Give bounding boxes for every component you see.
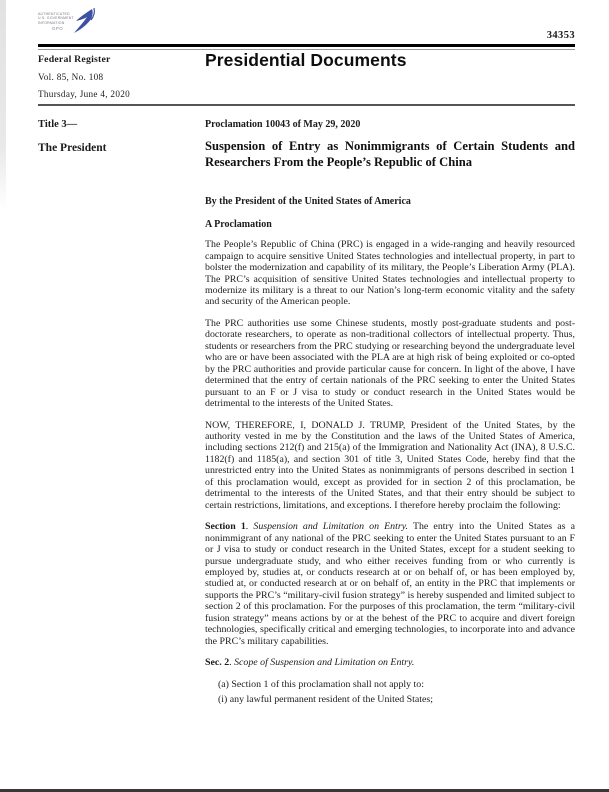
sec-2-heading: Sec. 2. Scope of Suspension and Limitation on Entry. — [205, 657, 415, 669]
body-paragraph-3: NOW, THEREFORE, I, DONALD J. TRUMP, President of the United States, by the authority vested in me by the Constitution and the laws of the United States of America, including sections 212(f) and 215(a) of the Immigration and Nationality Act (INA), 8 U.S.C. 1182(f) and 1185(a), and section 301 of title 3, United States Code, hereby find that the unrestricted entry into the United States as nonimmigrants of persons described in section 1 of this proclamation would, except as provided for in section 2 of this proclamation, be detrimental to the interests of the United States, and that their entry should be subject to certain restrictions, limitations, and exceptions. I therefore hereby proclaim the following: — [205, 419, 575, 511]
body-paragraph-2: The PRC authorities use some Chinese students, mostly post-graduate students and post-doctorate researchers, to operate as non-traditional collectors of intellectual property. Thus, students or researchers from the PRC studying or researching beyond the undergraduate level who are or have been associated with the PLA are at high risk of being exploited or co-opted by the PRC authorities and provide particular cause for concern. In light of the above, I have determined that the entry of certain nationals of the PRC seeking to enter the United States pursuant to an F or J visa to study or conduct research in the United States would be detrimental to the interests of the United States. — [205, 317, 575, 410]
proclamation-heading: Suspension of Entry as Nonimmigrants of Certain Students and Researchers From the People’s Republic of China — [205, 139, 575, 169]
gpo-eagle-swoosh-icon — [64, 7, 98, 37]
gpo-authentication-seal — [38, 9, 98, 37]
gpo-seal-text: AUTHENTICATED U.S. GOVERNMENT INFORMATION — [38, 12, 74, 25]
masthead-title: Presidential Documents — [205, 50, 407, 70]
gpo-label: GPO — [52, 26, 64, 31]
scan-edge-left — [0, 0, 6, 210]
proclamation-subheading: A Proclamation — [205, 219, 272, 231]
page-number: 34353 — [546, 30, 575, 41]
body-paragraph-1: The People’s Republic of China (PRC) is engaged in a wide-ranging and heavily resourced campaign to acquire sensitive United States technologies and intellectual property, in part to bolster the modernization and capability of its military, the People’s Liberation Army (PLA). The PRC’s acquisition of sensitive United States technologies and intellectual property to modernize its military is a threat to our Nation’s long-term economic vitality and the safety and security of the American people. — [205, 239, 575, 308]
proclamation-number-line: Proclamation 10043 of May 29, 2020 — [205, 119, 361, 130]
masthead-left-block — [38, 54, 130, 99]
clause-a: (a) Section 1 of this proclamation shall not apply to: — [218, 678, 424, 690]
proclamation-body-column — [205, 115, 575, 710]
sidebar-title-3: Title 3— — [38, 119, 78, 130]
section-1-paragraph: Section 1. Suspension and Limitation on Entry. The entry into the United States as a nonimmigrant of any national of the PRC seeking to enter the United States pursuant to an F or J visa to study or conduct research in the United States, except for a student seeking to pursue undergraduate study, and who either receives funding from or who currently is employed by, studies at, or conducts research at or on behalf of, or has been employed by, studied at, or conducted research at or on behalf of, an entity in the PRC that implements or supports the PRC’s “military-civil fusion strategy” is hereby suspended and limited subject to section 2 of this proclamation. For the purposes of this proclamation, the term “military-civil fusion strategy” means actions by or at the behest of the PRC to acquire and divert foreign technologies, specifically critical and emerging technologies, to incorporate into and advance the PRC’s military capabilities. — [205, 521, 575, 647]
byline: By the President of the United States of America — [205, 196, 411, 208]
sidebar-the-president: The President — [38, 142, 107, 154]
proclamation-text — [205, 239, 575, 705]
header-rule — [38, 104, 575, 106]
date-line: Thursday, June 4, 2020 — [38, 89, 130, 99]
journal-name: Federal Register — [38, 54, 111, 65]
volume-line: Vol. 85, No. 108 — [38, 72, 104, 82]
clause-i: (i) any lawful permanent resident of the United States; — [218, 694, 433, 706]
